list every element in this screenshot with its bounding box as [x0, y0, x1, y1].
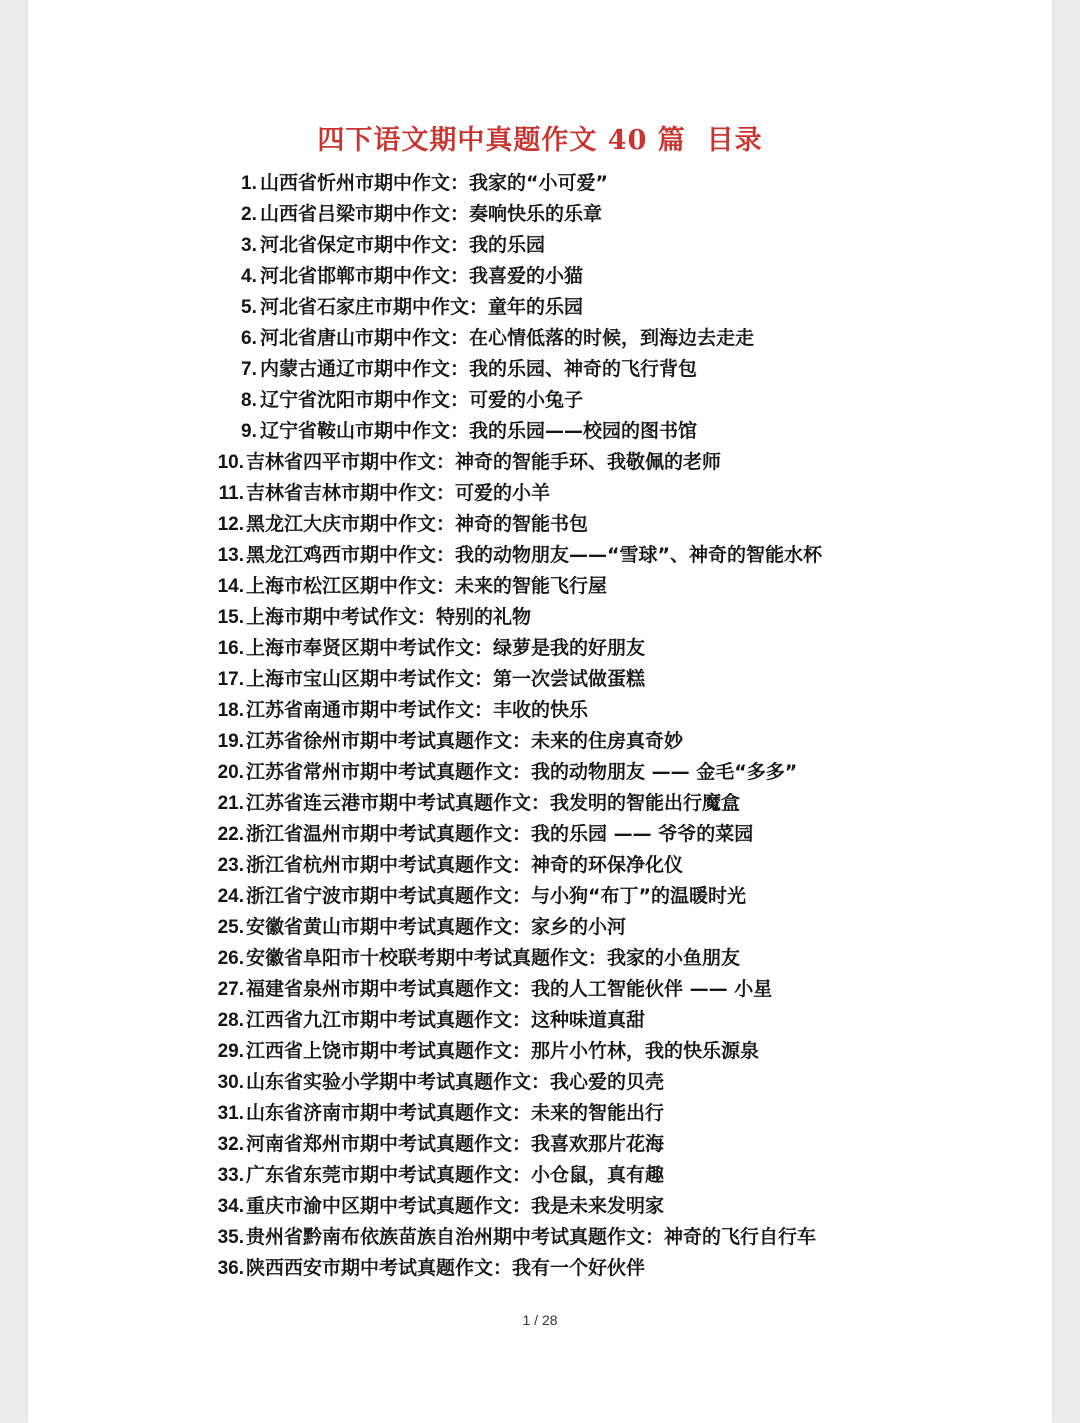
toc-item-text: 吉林省吉林市期中作文：可爱的小羊 [246, 482, 551, 504]
toc-item-number: 24. [217, 886, 244, 907]
toc-item-text: 上海市宝山区期中考试作文：第一次尝试做蛋糕 [246, 668, 646, 690]
toc-item [212, 1067, 822, 1098]
toc-item-text: 河北省保定市期中作文：我的乐园 [260, 234, 546, 256]
toc-item [212, 509, 822, 540]
toc-item-text: 山西省忻州市期中作文：我家的“小可爱” [260, 172, 608, 194]
toc-item [212, 168, 822, 199]
toc-item-text: 河北省石家庄市期中作文：童年的乐园 [260, 296, 584, 318]
toc-item-number: 11. [218, 483, 244, 504]
toc-item [212, 1005, 822, 1036]
toc-item-text: 重庆市渝中区期中考试真题作文：我是未来发明家 [246, 1195, 665, 1217]
toc-item-number: 31. [217, 1103, 244, 1124]
toc-item [212, 540, 822, 571]
toc-item-text: 上海市奉贤区期中考试作文：绿萝是我的好朋友 [246, 637, 646, 659]
toc-item-text: 广东省东莞市期中考试真题作文：小仓鼠，真有趣 [246, 1164, 665, 1186]
toc-item [212, 633, 822, 664]
toc-item [212, 385, 822, 416]
toc-item-text: 上海市松江区期中作文：未来的智能飞行屋 [246, 575, 608, 597]
toc-item-text: 黑龙江鸡西市期中作文：我的动物朋友——“雪球”、神奇的智能水杯 [246, 544, 822, 566]
toc-item [212, 416, 822, 447]
toc-item-text: 内蒙古通辽市期中作文：我的乐园、神奇的飞行背包 [260, 358, 698, 380]
toc-item [212, 1036, 822, 1067]
toc-item-number: 18. [217, 700, 244, 721]
toc-item [212, 757, 822, 788]
toc-item [212, 354, 822, 385]
toc-item-number: 20. [217, 762, 244, 783]
toc-item-number: 33. [217, 1165, 244, 1186]
toc-item [212, 292, 822, 323]
toc-item-number: 23. [217, 855, 244, 876]
toc-item-number: 8. [241, 390, 257, 411]
toc-item-number: 29. [217, 1041, 244, 1062]
toc-item-number: 12. [217, 514, 244, 535]
toc-item [212, 1253, 822, 1284]
toc-item-text: 江苏省南通市期中考试作文：丰收的快乐 [246, 699, 589, 721]
toc-item [212, 850, 822, 881]
toc-item-number: 26. [217, 948, 244, 969]
toc-item-number: 17. [217, 669, 244, 690]
toc-item-number: 5. [241, 297, 257, 318]
toc-item [212, 478, 822, 509]
toc-item [212, 261, 822, 292]
toc-item [212, 819, 822, 850]
toc-item-number: 27. [217, 979, 244, 1000]
toc-item-text: 上海市期中考试作文：特别的礼物 [246, 606, 532, 628]
document-page [28, 0, 1052, 1423]
toc-item-number: 35. [217, 1227, 244, 1248]
toc-item-number: 22. [217, 824, 244, 845]
toc-item-text: 福建省泉州市期中考试真题作文：我的人工智能伙伴 —— 小星 [246, 978, 773, 1000]
toc-item-text: 河北省唐山市期中作文：在心情低落的时候，到海边去走走 [260, 327, 755, 349]
toc-item-number: 13. [217, 545, 244, 566]
toc-item-number: 9. [241, 421, 257, 442]
toc-item [212, 943, 822, 974]
toc-item-text: 辽宁省沈阳市期中作文：可爱的小兔子 [260, 389, 584, 411]
toc-item-text: 安徽省阜阳市十校联考期中考试真题作文：我家的小鱼朋友 [246, 947, 741, 969]
toc-item-number: 14. [217, 576, 244, 597]
toc-item-text: 浙江省温州市期中考试真题作文：我的乐园 —— 爷爷的菜园 [246, 823, 754, 845]
toc-item-text: 贵州省黔南布依族苗族自治州期中考试真题作文：神奇的飞行自行车 [246, 1226, 817, 1248]
toc-item [212, 230, 822, 261]
toc-item-number: 7. [241, 359, 257, 380]
toc-item [212, 881, 822, 912]
toc-item-text: 河北省邯郸市期中作文：我喜爱的小猫 [260, 265, 584, 287]
toc-item-number: 32. [217, 1134, 244, 1155]
toc-item-number: 36. [217, 1258, 244, 1279]
toc-item [212, 695, 822, 726]
toc-item-number: 10. [217, 452, 244, 473]
page-indicator: 1 / 28 [522, 1312, 558, 1328]
toc-item-number: 30. [217, 1072, 244, 1093]
toc-item [212, 199, 822, 230]
toc-item [212, 1160, 822, 1191]
toc-item [212, 912, 822, 943]
toc-item-number: 34. [217, 1196, 244, 1217]
toc-item-number: 16. [217, 638, 244, 659]
toc-item [212, 571, 822, 602]
toc-item-text: 浙江省宁波市期中考试真题作文：与小狗“布丁”的温暖时光 [246, 885, 746, 907]
toc-item-number: 28. [217, 1010, 244, 1031]
toc-item [212, 602, 822, 633]
toc-item-number: 2. [241, 204, 257, 225]
toc-item-text: 吉林省四平市期中作文：神奇的智能手环、我敬佩的老师 [246, 451, 722, 473]
toc-item-text: 江西省上饶市期中考试真题作文：那片小竹林，我的快乐源泉 [246, 1040, 760, 1062]
toc-item [212, 1129, 822, 1160]
toc-item [212, 726, 822, 757]
toc-item [212, 974, 822, 1005]
toc-item [212, 1222, 822, 1253]
toc-item-text: 江西省九江市期中考试真题作文：这种味道真甜 [246, 1009, 646, 1031]
toc-item-text: 河南省郑州市期中考试真题作文：我喜欢那片花海 [246, 1133, 665, 1155]
toc-item-number: 3. [241, 235, 257, 256]
toc-item-number: 19. [217, 731, 244, 752]
toc-item-text: 安徽省黄山市期中考试真题作文：家乡的小河 [246, 916, 627, 938]
toc-item-text: 江苏省徐州市期中考试真题作文：未来的住房真奇妙 [246, 730, 684, 752]
toc-item [212, 1191, 822, 1222]
page-title: 四下语文期中真题作文 40 篇 目录 [317, 125, 763, 156]
toc-item-text: 山东省实验小学期中考试真题作文：我心爱的贝壳 [246, 1071, 665, 1093]
toc-item [212, 788, 822, 819]
toc-item-number: 15. [217, 607, 244, 628]
toc-item-text: 山东省济南市期中考试真题作文：未来的智能出行 [246, 1102, 665, 1124]
toc-item-text: 陕西西安市期中考试真题作文：我有一个好伙伴 [246, 1257, 646, 1279]
toc-item [212, 447, 822, 478]
toc-item-number: 4. [241, 266, 257, 287]
toc-item-number: 6. [241, 328, 257, 349]
toc-item-text: 辽宁省鞍山市期中作文：我的乐园——校园的图书馆 [260, 420, 698, 442]
toc-item-text: 浙江省杭州市期中考试真题作文：神奇的环保净化仪 [246, 854, 684, 876]
toc-item-text: 山西省吕梁市期中作文：奏响快乐的乐章 [260, 203, 603, 225]
toc-item-text: 黑龙江大庆市期中作文：神奇的智能书包 [246, 513, 589, 535]
table-of-contents [212, 168, 822, 1284]
toc-item [212, 1098, 822, 1129]
toc-item-number: 1. [241, 173, 257, 194]
toc-item-number: 21. [217, 793, 244, 814]
toc-item [212, 323, 822, 354]
toc-item-number: 25. [217, 917, 244, 938]
toc-item [212, 664, 822, 695]
toc-item-text: 江苏省连云港市期中考试真题作文：我发明的智能出行魔盒 [246, 792, 741, 814]
toc-item-text: 江苏省常州市期中考试真题作文：我的动物朋友 —— 金毛“多多” [246, 761, 798, 783]
